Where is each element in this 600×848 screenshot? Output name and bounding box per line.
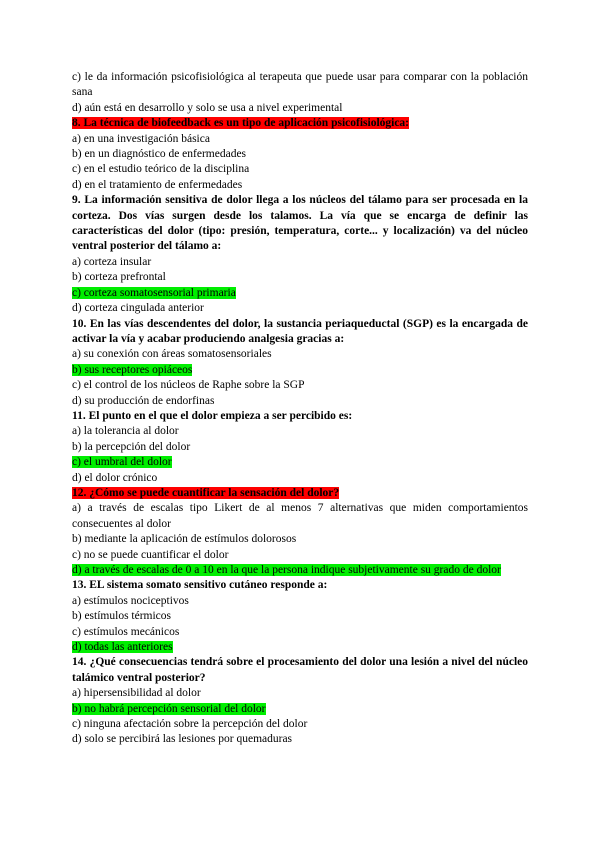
line-text: a) su conexión con áreas somatosensoriales (72, 348, 272, 361)
line-text: 13. EL sistema somato sensitivo cutáneo responde a: (72, 579, 328, 592)
line-text: d) en el tratamiento de enfermedades (72, 178, 243, 191)
answer-option (72, 702, 528, 717)
line-text: c) en el estudio teórico de la disciplina (72, 163, 250, 176)
highlighted-question: 12. ¿Cómo se puede cuantificar la sensación del dolor? (72, 486, 340, 499)
line-text: a) a través de escalas tipo Likert de al menos 7 alternativas que miden comportamientos consecuentes al dolor (72, 502, 528, 530)
answer-option (72, 286, 528, 301)
highlighted-correct-answer: c) el umbral del dolor (72, 456, 172, 469)
question-text (72, 578, 528, 593)
answer-option (72, 363, 528, 378)
document-page (72, 70, 528, 748)
answer-option (72, 548, 528, 563)
line-text: b) la percepción del dolor (72, 440, 191, 453)
answer-option (72, 255, 528, 270)
line-text: d) el dolor crónico (72, 471, 158, 484)
answer-option (72, 501, 528, 532)
answer-option (72, 594, 528, 609)
line-text: d) aún está en desarrollo y solo se usa a nivel experimental (72, 101, 343, 114)
question-text (72, 317, 528, 348)
answer-option (72, 732, 528, 747)
answer-option (72, 455, 528, 470)
answer-option (72, 394, 528, 409)
line-text: 14. ¿Qué consecuencias tendrá sobre el procesamiento del dolor una lesión a nivel del núcleo talámico ventral posterior? (72, 656, 528, 684)
answer-option (72, 440, 528, 455)
highlighted-correct-answer: d) todas las anteriores (72, 641, 173, 654)
answer-option (72, 717, 528, 732)
question-text (72, 116, 528, 131)
question-text (72, 655, 528, 686)
question-text (72, 193, 528, 255)
line-text: c) ninguna afectación sobre la percepción del dolor (72, 718, 308, 731)
answer-option (72, 625, 528, 640)
line-text: c) estímulos mecánicos (72, 625, 180, 638)
line-text: c) no se puede cuantificar el dolor (72, 548, 229, 561)
line-text: b) corteza prefrontal (72, 271, 166, 284)
question-text (72, 486, 528, 501)
answer-option (72, 609, 528, 624)
line-text: b) estímulos térmicos (72, 610, 172, 623)
line-text: 11. El punto en el que el dolor empieza a ser percibido es: (72, 409, 353, 422)
answer-option (72, 162, 528, 177)
answer-option (72, 347, 528, 362)
answer-option (72, 178, 528, 193)
answer-option (72, 532, 528, 547)
answer-option (72, 147, 528, 162)
answer-option (72, 471, 528, 486)
line-text: d) corteza cingulada anterior (72, 302, 204, 315)
line-text: a) en una investigación básica (72, 132, 210, 145)
highlighted-correct-answer: d) a través de escalas de 0 a 10 en la que la persona indique subjetivamente su grado de dolor (72, 564, 501, 576)
line-text: b) en un diagnóstico de enfermedades (72, 148, 247, 161)
answer-option (72, 101, 528, 116)
line-text: b) mediante la aplicación de estímulos dolorosos (72, 533, 297, 546)
line-text: 9. La información sensitiva de dolor llega a los núcleos del tálamo para ser procesada en la corteza. Dos vías surgen desde los talamos. La vía que se encarga de definir las características del dolor (tipo: presión, temperatura, corte... y localización) va del núcleo ventral posterior del tálamo a: (72, 194, 528, 253)
answer-option (72, 270, 528, 285)
answer-option (72, 563, 528, 578)
highlighted-question: 8. La técnica de biofeedback es un tipo de aplicación psicofisiológica: (72, 117, 410, 130)
line-text: a) estímulos nociceptivos (72, 594, 189, 607)
line-text: c) le da información psicofisiológica al terapeuta que puede usar para comparar con la población sana (72, 71, 528, 99)
highlighted-correct-answer: b) sus receptores opiáceos (72, 363, 193, 376)
answer-option (72, 70, 528, 101)
answer-option (72, 301, 528, 316)
highlighted-correct-answer: c) corteza somatosensorial primaria (72, 286, 236, 299)
line-text: c) el control de los núcleos de Raphe sobre la SGP (72, 379, 305, 392)
highlighted-correct-answer: b) no habrá percepción sensorial del dolor (72, 702, 266, 715)
answer-option (72, 378, 528, 393)
answer-option (72, 424, 528, 439)
line-text: a) la tolerancia al dolor (72, 425, 179, 438)
line-text: d) su producción de endorfinas (72, 394, 215, 407)
line-text: 10. En las vías descendentes del dolor, la sustancia periaqueductal (SGP) es la encargada de activar la vía y acabar produciendo analgesia gracias a: (72, 317, 528, 345)
answer-option (72, 132, 528, 147)
answer-option (72, 686, 528, 701)
answer-option (72, 640, 528, 655)
line-text: a) corteza insular (72, 255, 152, 268)
line-text: a) hipersensibilidad al dolor (72, 687, 201, 700)
line-text: d) solo se percibirá las lesiones por quemaduras (72, 733, 293, 746)
question-text (72, 409, 528, 424)
